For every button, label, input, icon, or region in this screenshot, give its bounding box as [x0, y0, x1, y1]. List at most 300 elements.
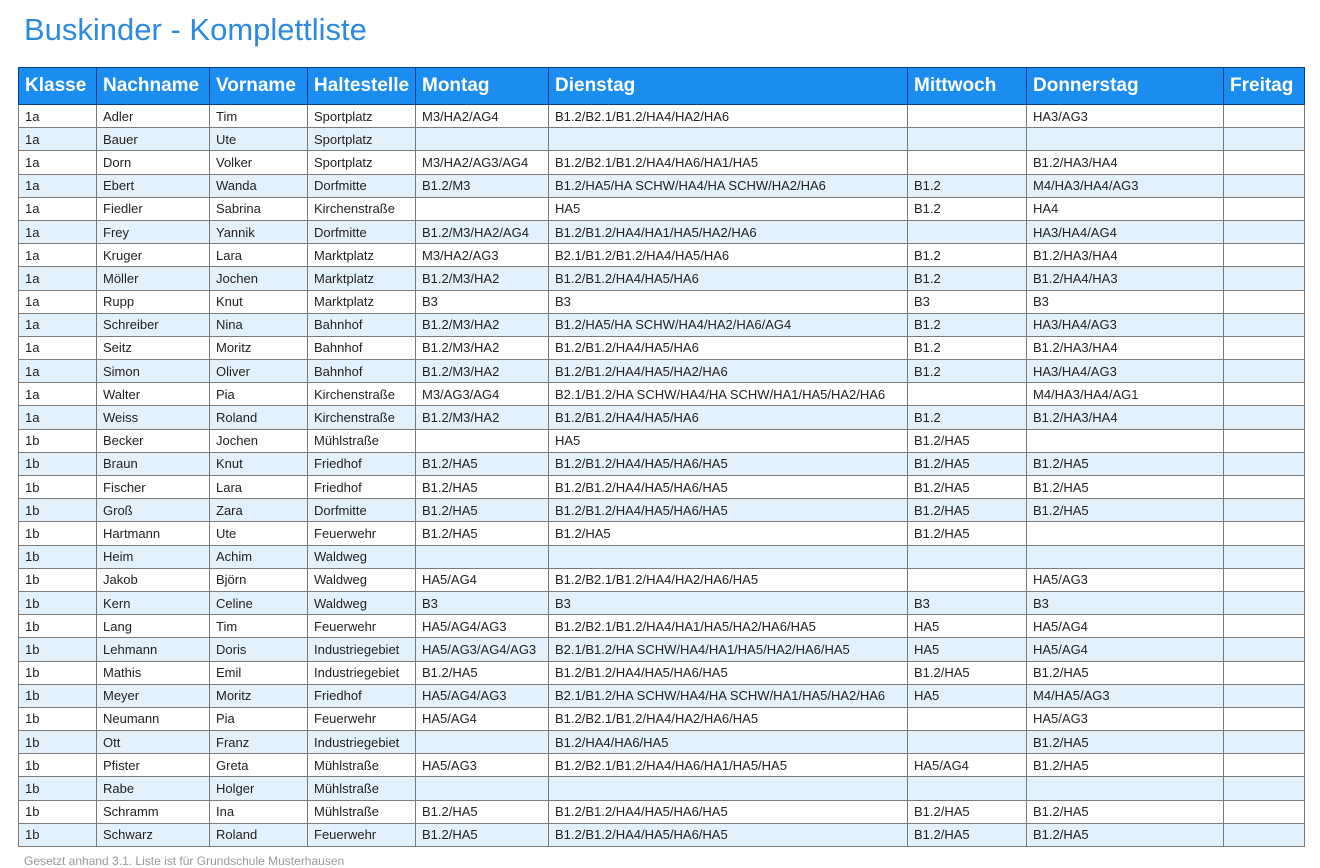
cell-klasse: 1a: [19, 336, 97, 359]
cell-klasse: 1a: [19, 267, 97, 290]
cell-vorname: Wanda: [210, 174, 308, 197]
cell-montag: B1.2/M3/HA2: [416, 406, 549, 429]
cell-haltestelle: Industriegebiet: [308, 638, 416, 661]
cell-freitag: [1224, 151, 1305, 174]
table-row: [19, 568, 1305, 591]
table-body: [19, 105, 1305, 847]
cell-vorname: Knut: [210, 290, 308, 313]
table-row: [19, 499, 1305, 522]
table-row: [19, 823, 1305, 846]
cell-mittwoch: HA5/AG4: [908, 754, 1027, 777]
cell-montag: [416, 545, 549, 568]
table-row: [19, 522, 1305, 545]
cell-freitag: [1224, 244, 1305, 267]
table-row: [19, 406, 1305, 429]
cell-mittwoch: B1.2/HA5: [908, 452, 1027, 475]
cell-dienstag: B1.2/HA5/HA SCHW/HA4/HA SCHW/HA2/HA6: [549, 174, 908, 197]
cell-montag: B3: [416, 591, 549, 614]
cell-vorname: Greta: [210, 754, 308, 777]
cell-montag: M3/HA2/AG3: [416, 244, 549, 267]
cell-donnerstag: HA3/AG3: [1027, 105, 1224, 128]
cell-freitag: [1224, 197, 1305, 220]
table-row: [19, 267, 1305, 290]
cell-mittwoch: B1.2: [908, 406, 1027, 429]
cell-dienstag: [549, 545, 908, 568]
cell-freitag: [1224, 336, 1305, 359]
cell-freitag: [1224, 800, 1305, 823]
cell-mittwoch: B1.2/HA5: [908, 476, 1027, 499]
cell-haltestelle: Friedhof: [308, 452, 416, 475]
column-header-montag: Montag: [416, 68, 549, 105]
cell-mittwoch: B1.2: [908, 313, 1027, 336]
cell-vorname: Ute: [210, 522, 308, 545]
cell-dienstag: B1.2/B1.2/HA4/HA5/HA6/HA5: [549, 499, 908, 522]
cell-mittwoch: B3: [908, 591, 1027, 614]
bus-children-sheet: [18, 67, 1304, 847]
cell-mittwoch: [908, 128, 1027, 151]
cell-klasse: 1b: [19, 591, 97, 614]
cell-nachname: Ott: [97, 731, 210, 754]
cell-vorname: Moritz: [210, 336, 308, 359]
page-title: Buskinder - Komplettliste: [24, 12, 367, 47]
cell-montag: [416, 731, 549, 754]
cell-vorname: Pia: [210, 383, 308, 406]
cell-haltestelle: Mühlstraße: [308, 777, 416, 800]
cell-vorname: Lara: [210, 476, 308, 499]
cell-klasse: 1a: [19, 244, 97, 267]
table-row: [19, 360, 1305, 383]
cell-haltestelle: Feuerwehr: [308, 522, 416, 545]
cell-vorname: Doris: [210, 638, 308, 661]
cell-mittwoch: B1.2: [908, 267, 1027, 290]
cell-dienstag: B1.2/B2.1/B1.2/HA4/HA6/HA1/HA5/HA5: [549, 754, 908, 777]
cell-klasse: 1b: [19, 476, 97, 499]
cell-nachname: Groß: [97, 499, 210, 522]
cell-montag: B1.2/M3: [416, 174, 549, 197]
cell-vorname: Ute: [210, 128, 308, 151]
cell-montag: B3: [416, 290, 549, 313]
cell-mittwoch: [908, 568, 1027, 591]
cell-nachname: Lehmann: [97, 638, 210, 661]
cell-haltestelle: Dorfmitte: [308, 499, 416, 522]
cell-montag: M3/HA2/AG3/AG4: [416, 151, 549, 174]
table-row: [19, 731, 1305, 754]
cell-freitag: [1224, 522, 1305, 545]
cell-mittwoch: B1.2: [908, 197, 1027, 220]
cell-nachname: Lang: [97, 615, 210, 638]
table-row: [19, 429, 1305, 452]
cell-mittwoch: B1.2/HA5: [908, 661, 1027, 684]
cell-dienstag: B1.2/B1.2/HA4/HA1/HA5/HA2/HA6: [549, 220, 908, 243]
cell-donnerstag: [1027, 777, 1224, 800]
cell-vorname: Tim: [210, 105, 308, 128]
cell-donnerstag: HA5/AG3: [1027, 707, 1224, 730]
cell-vorname: Nina: [210, 313, 308, 336]
cell-donnerstag: HA5/AG4: [1027, 638, 1224, 661]
cell-donnerstag: M4/HA3/HA4/AG3: [1027, 174, 1224, 197]
cell-klasse: 1a: [19, 128, 97, 151]
cell-donnerstag: B1.2/HA5: [1027, 476, 1224, 499]
cell-dienstag: B1.2/B2.1/B1.2/HA4/HA1/HA5/HA2/HA6/HA5: [549, 615, 908, 638]
cell-dienstag: B1.2/B1.2/HA4/HA5/HA6: [549, 336, 908, 359]
cell-klasse: 1a: [19, 290, 97, 313]
cell-dienstag: B1.2/B1.2/HA4/HA5/HA6/HA5: [549, 800, 908, 823]
cell-nachname: Rabe: [97, 777, 210, 800]
cell-haltestelle: Bahnhof: [308, 313, 416, 336]
cell-nachname: Meyer: [97, 684, 210, 707]
column-header-freitag: Freitag: [1224, 68, 1305, 105]
cell-nachname: Kruger: [97, 244, 210, 267]
cell-klasse: 1b: [19, 707, 97, 730]
cell-dienstag: [549, 128, 908, 151]
cell-nachname: Hartmann: [97, 522, 210, 545]
cell-montag: HA5/AG4/AG3: [416, 615, 549, 638]
table-row: [19, 545, 1305, 568]
cell-donnerstag: HA3/HA4/AG3: [1027, 313, 1224, 336]
cell-dienstag: B1.2/B1.2/HA4/HA5/HA6/HA5: [549, 452, 908, 475]
cell-klasse: 1b: [19, 429, 97, 452]
cell-klasse: 1b: [19, 452, 97, 475]
cell-klasse: 1b: [19, 777, 97, 800]
cell-klasse: 1a: [19, 151, 97, 174]
column-header-klasse: Klasse: [19, 68, 97, 105]
cell-vorname: Roland: [210, 823, 308, 846]
cell-montag: B1.2/M3/HA2: [416, 360, 549, 383]
cell-haltestelle: Kirchenstraße: [308, 406, 416, 429]
table-header-row: [19, 68, 1305, 105]
cell-mittwoch: [908, 220, 1027, 243]
table-row: [19, 800, 1305, 823]
column-header-nachname: Nachname: [97, 68, 210, 105]
table-row: [19, 105, 1305, 128]
table-row: [19, 220, 1305, 243]
table-row: [19, 151, 1305, 174]
cell-mittwoch: B1.2/HA5: [908, 823, 1027, 846]
cell-vorname: Yannik: [210, 220, 308, 243]
cell-haltestelle: Friedhof: [308, 476, 416, 499]
cell-dienstag: B1.2/B2.1/B1.2/HA4/HA6/HA1/HA5: [549, 151, 908, 174]
cell-donnerstag: HA5/AG4: [1027, 615, 1224, 638]
column-header-mittwoch: Mittwoch: [908, 68, 1027, 105]
cell-nachname: Jakob: [97, 568, 210, 591]
cell-donnerstag: B3: [1027, 290, 1224, 313]
cell-montag: B1.2/M3/HA2/AG4: [416, 220, 549, 243]
cell-mittwoch: B1.2/HA5: [908, 429, 1027, 452]
cell-donnerstag: B1.2/HA5: [1027, 452, 1224, 475]
table-row: [19, 707, 1305, 730]
footer-note: Gesetzt anhand 3.1. Liste ist für Grundschule Musterhausen: [24, 854, 345, 868]
cell-montag: B1.2/HA5: [416, 522, 549, 545]
cell-klasse: 1b: [19, 522, 97, 545]
cell-nachname: Rupp: [97, 290, 210, 313]
cell-haltestelle: Dorfmitte: [308, 174, 416, 197]
cell-vorname: Volker: [210, 151, 308, 174]
cell-haltestelle: Industriegebiet: [308, 661, 416, 684]
cell-freitag: [1224, 128, 1305, 151]
cell-haltestelle: Marktplatz: [308, 267, 416, 290]
table-row: [19, 777, 1305, 800]
cell-haltestelle: Dorfmitte: [308, 220, 416, 243]
cell-freitag: [1224, 313, 1305, 336]
cell-donnerstag: [1027, 522, 1224, 545]
cell-nachname: Bauer: [97, 128, 210, 151]
cell-donnerstag: B1.2/HA4/HA3: [1027, 267, 1224, 290]
cell-nachname: Becker: [97, 429, 210, 452]
cell-klasse: 1b: [19, 823, 97, 846]
cell-montag: [416, 429, 549, 452]
table-row: [19, 244, 1305, 267]
table-row: [19, 313, 1305, 336]
cell-haltestelle: Friedhof: [308, 684, 416, 707]
cell-montag: HA5/AG3/AG4/AG3: [416, 638, 549, 661]
cell-mittwoch: [908, 545, 1027, 568]
cell-dienstag: B1.2/B1.2/HA4/HA5/HA2/HA6: [549, 360, 908, 383]
cell-dienstag: B1.2/HA5: [549, 522, 908, 545]
cell-haltestelle: Feuerwehr: [308, 707, 416, 730]
cell-klasse: 1a: [19, 174, 97, 197]
column-header-vorname: Vorname: [210, 68, 308, 105]
cell-haltestelle: Kirchenstraße: [308, 197, 416, 220]
cell-montag: HA5/AG3: [416, 754, 549, 777]
cell-vorname: Jochen: [210, 267, 308, 290]
cell-montag: HA5/AG4: [416, 568, 549, 591]
cell-nachname: Schwarz: [97, 823, 210, 846]
cell-nachname: Heim: [97, 545, 210, 568]
table-row: [19, 754, 1305, 777]
cell-nachname: Seitz: [97, 336, 210, 359]
cell-montag: [416, 777, 549, 800]
cell-donnerstag: B1.2/HA3/HA4: [1027, 151, 1224, 174]
table-row: [19, 336, 1305, 359]
cell-freitag: [1224, 754, 1305, 777]
cell-donnerstag: HA3/HA4/AG4: [1027, 220, 1224, 243]
cell-montag: HA5/AG4: [416, 707, 549, 730]
cell-donnerstag: [1027, 429, 1224, 452]
table-row: [19, 383, 1305, 406]
cell-nachname: Braun: [97, 452, 210, 475]
cell-haltestelle: Waldweg: [308, 545, 416, 568]
cell-freitag: [1224, 823, 1305, 846]
cell-klasse: 1b: [19, 731, 97, 754]
cell-klasse: 1b: [19, 568, 97, 591]
cell-haltestelle: Kirchenstraße: [308, 383, 416, 406]
cell-vorname: Ina: [210, 800, 308, 823]
table-row: [19, 661, 1305, 684]
cell-donnerstag: M4/HA3/HA4/AG1: [1027, 383, 1224, 406]
cell-dienstag: B1.2/HA5/HA SCHW/HA4/HA2/HA6/AG4: [549, 313, 908, 336]
cell-dienstag: B1.2/B1.2/HA4/HA5/HA6/HA5: [549, 661, 908, 684]
cell-klasse: 1b: [19, 638, 97, 661]
cell-donnerstag: B1.2/HA5: [1027, 731, 1224, 754]
cell-haltestelle: Bahnhof: [308, 336, 416, 359]
cell-haltestelle: Feuerwehr: [308, 615, 416, 638]
cell-donnerstag: HA3/HA4/AG3: [1027, 360, 1224, 383]
cell-mittwoch: B1.2/HA5: [908, 499, 1027, 522]
cell-donnerstag: B1.2/HA5: [1027, 754, 1224, 777]
cell-vorname: Jochen: [210, 429, 308, 452]
cell-vorname: Zara: [210, 499, 308, 522]
cell-klasse: 1a: [19, 383, 97, 406]
cell-klasse: 1b: [19, 499, 97, 522]
cell-klasse: 1b: [19, 545, 97, 568]
cell-montag: B1.2/HA5: [416, 452, 549, 475]
cell-nachname: Schramm: [97, 800, 210, 823]
cell-nachname: Dorn: [97, 151, 210, 174]
table-row: [19, 615, 1305, 638]
cell-nachname: Walter: [97, 383, 210, 406]
cell-donnerstag: HA4: [1027, 197, 1224, 220]
cell-dienstag: B3: [549, 290, 908, 313]
table-row: [19, 174, 1305, 197]
cell-klasse: 1a: [19, 313, 97, 336]
cell-vorname: Roland: [210, 406, 308, 429]
cell-mittwoch: [908, 105, 1027, 128]
column-header-donnerstag: Donnerstag: [1027, 68, 1224, 105]
cell-montag: B1.2/HA5: [416, 800, 549, 823]
cell-nachname: Fischer: [97, 476, 210, 499]
cell-montag: [416, 197, 549, 220]
cell-montag: B1.2/M3/HA2: [416, 267, 549, 290]
table-row: [19, 197, 1305, 220]
column-header-haltestelle: Haltestelle: [308, 68, 416, 105]
cell-nachname: Mathis: [97, 661, 210, 684]
cell-vorname: Moritz: [210, 684, 308, 707]
cell-dienstag: B2.1/B1.2/HA SCHW/HA4/HA SCHW/HA1/HA5/HA2/HA6: [549, 684, 908, 707]
cell-dienstag: [549, 777, 908, 800]
table-row: [19, 476, 1305, 499]
cell-donnerstag: B1.2/HA5: [1027, 499, 1224, 522]
cell-haltestelle: Feuerwehr: [308, 823, 416, 846]
cell-mittwoch: HA5: [908, 615, 1027, 638]
cell-freitag: [1224, 591, 1305, 614]
cell-freitag: [1224, 499, 1305, 522]
cell-freitag: [1224, 429, 1305, 452]
cell-dienstag: HA5: [549, 429, 908, 452]
cell-mittwoch: HA5: [908, 684, 1027, 707]
cell-dienstag: B2.1/B1.2/HA SCHW/HA4/HA SCHW/HA1/HA5/HA2/HA6: [549, 383, 908, 406]
cell-nachname: Schreiber: [97, 313, 210, 336]
cell-klasse: 1b: [19, 800, 97, 823]
cell-klasse: 1b: [19, 615, 97, 638]
cell-nachname: Neumann: [97, 707, 210, 730]
cell-haltestelle: Waldweg: [308, 568, 416, 591]
table-row: [19, 452, 1305, 475]
cell-nachname: Ebert: [97, 174, 210, 197]
cell-mittwoch: [908, 707, 1027, 730]
cell-vorname: Franz: [210, 731, 308, 754]
cell-nachname: Kern: [97, 591, 210, 614]
cell-klasse: 1a: [19, 197, 97, 220]
cell-donnerstag: [1027, 128, 1224, 151]
cell-freitag: [1224, 267, 1305, 290]
cell-montag: M3/HA2/AG4: [416, 105, 549, 128]
cell-vorname: Lara: [210, 244, 308, 267]
cell-freitag: [1224, 360, 1305, 383]
cell-donnerstag: B1.2/HA3/HA4: [1027, 336, 1224, 359]
cell-montag: HA5/AG4/AG3: [416, 684, 549, 707]
cell-haltestelle: Sportplatz: [308, 128, 416, 151]
cell-montag: B1.2/M3/HA2: [416, 313, 549, 336]
cell-haltestelle: Marktplatz: [308, 290, 416, 313]
cell-vorname: Holger: [210, 777, 308, 800]
table-row: [19, 684, 1305, 707]
cell-klasse: 1a: [19, 105, 97, 128]
cell-donnerstag: [1027, 545, 1224, 568]
cell-klasse: 1b: [19, 684, 97, 707]
cell-vorname: Emil: [210, 661, 308, 684]
cell-klasse: 1a: [19, 360, 97, 383]
cell-donnerstag: B3: [1027, 591, 1224, 614]
cell-vorname: Celine: [210, 591, 308, 614]
cell-nachname: Pfister: [97, 754, 210, 777]
cell-dienstag: B1.2/B2.1/B1.2/HA4/HA2/HA6/HA5: [549, 568, 908, 591]
cell-vorname: Tim: [210, 615, 308, 638]
cell-vorname: Björn: [210, 568, 308, 591]
cell-haltestelle: Sportplatz: [308, 151, 416, 174]
cell-freitag: [1224, 731, 1305, 754]
cell-freitag: [1224, 290, 1305, 313]
cell-klasse: 1b: [19, 754, 97, 777]
cell-montag: M3/AG3/AG4: [416, 383, 549, 406]
cell-mittwoch: HA5: [908, 638, 1027, 661]
cell-dienstag: B2.1/B1.2/HA SCHW/HA4/HA1/HA5/HA2/HA6/HA5: [549, 638, 908, 661]
cell-donnerstag: B1.2/HA5: [1027, 823, 1224, 846]
cell-mittwoch: B1.2: [908, 336, 1027, 359]
cell-freitag: [1224, 174, 1305, 197]
cell-nachname: Frey: [97, 220, 210, 243]
cell-mittwoch: B3: [908, 290, 1027, 313]
cell-donnerstag: M4/HA5/AG3: [1027, 684, 1224, 707]
cell-vorname: Knut: [210, 452, 308, 475]
cell-nachname: Fiedler: [97, 197, 210, 220]
cell-freitag: [1224, 707, 1305, 730]
cell-montag: B1.2/M3/HA2: [416, 336, 549, 359]
cell-mittwoch: [908, 777, 1027, 800]
cell-mittwoch: B1.2/HA5: [908, 522, 1027, 545]
cell-dienstag: HA5: [549, 197, 908, 220]
cell-dienstag: B1.2/B2.1/B1.2/HA4/HA2/HA6/HA5: [549, 707, 908, 730]
cell-donnerstag: B1.2/HA5: [1027, 800, 1224, 823]
cell-haltestelle: Marktplatz: [308, 244, 416, 267]
table-row: [19, 591, 1305, 614]
cell-freitag: [1224, 406, 1305, 429]
cell-donnerstag: B1.2/HA5: [1027, 661, 1224, 684]
cell-nachname: Simon: [97, 360, 210, 383]
cell-freitag: [1224, 220, 1305, 243]
cell-mittwoch: B1.2/HA5: [908, 800, 1027, 823]
table-row: [19, 128, 1305, 151]
cell-dienstag: B1.2/B1.2/HA4/HA5/HA6/HA5: [549, 823, 908, 846]
cell-freitag: [1224, 568, 1305, 591]
cell-nachname: Adler: [97, 105, 210, 128]
cell-haltestelle: Industriegebiet: [308, 731, 416, 754]
cell-donnerstag: HA5/AG3: [1027, 568, 1224, 591]
cell-mittwoch: [908, 383, 1027, 406]
cell-mittwoch: B1.2: [908, 174, 1027, 197]
cell-dienstag: B1.2/B2.1/B1.2/HA4/HA2/HA6: [549, 105, 908, 128]
cell-montag: [416, 128, 549, 151]
cell-mittwoch: [908, 731, 1027, 754]
cell-montag: B1.2/HA5: [416, 823, 549, 846]
cell-dienstag: B1.2/B1.2/HA4/HA5/HA6: [549, 267, 908, 290]
cell-freitag: [1224, 684, 1305, 707]
column-header-dienstag: Dienstag: [549, 68, 908, 105]
cell-vorname: Pia: [210, 707, 308, 730]
cell-freitag: [1224, 777, 1305, 800]
cell-freitag: [1224, 615, 1305, 638]
cell-klasse: 1b: [19, 661, 97, 684]
cell-freitag: [1224, 638, 1305, 661]
